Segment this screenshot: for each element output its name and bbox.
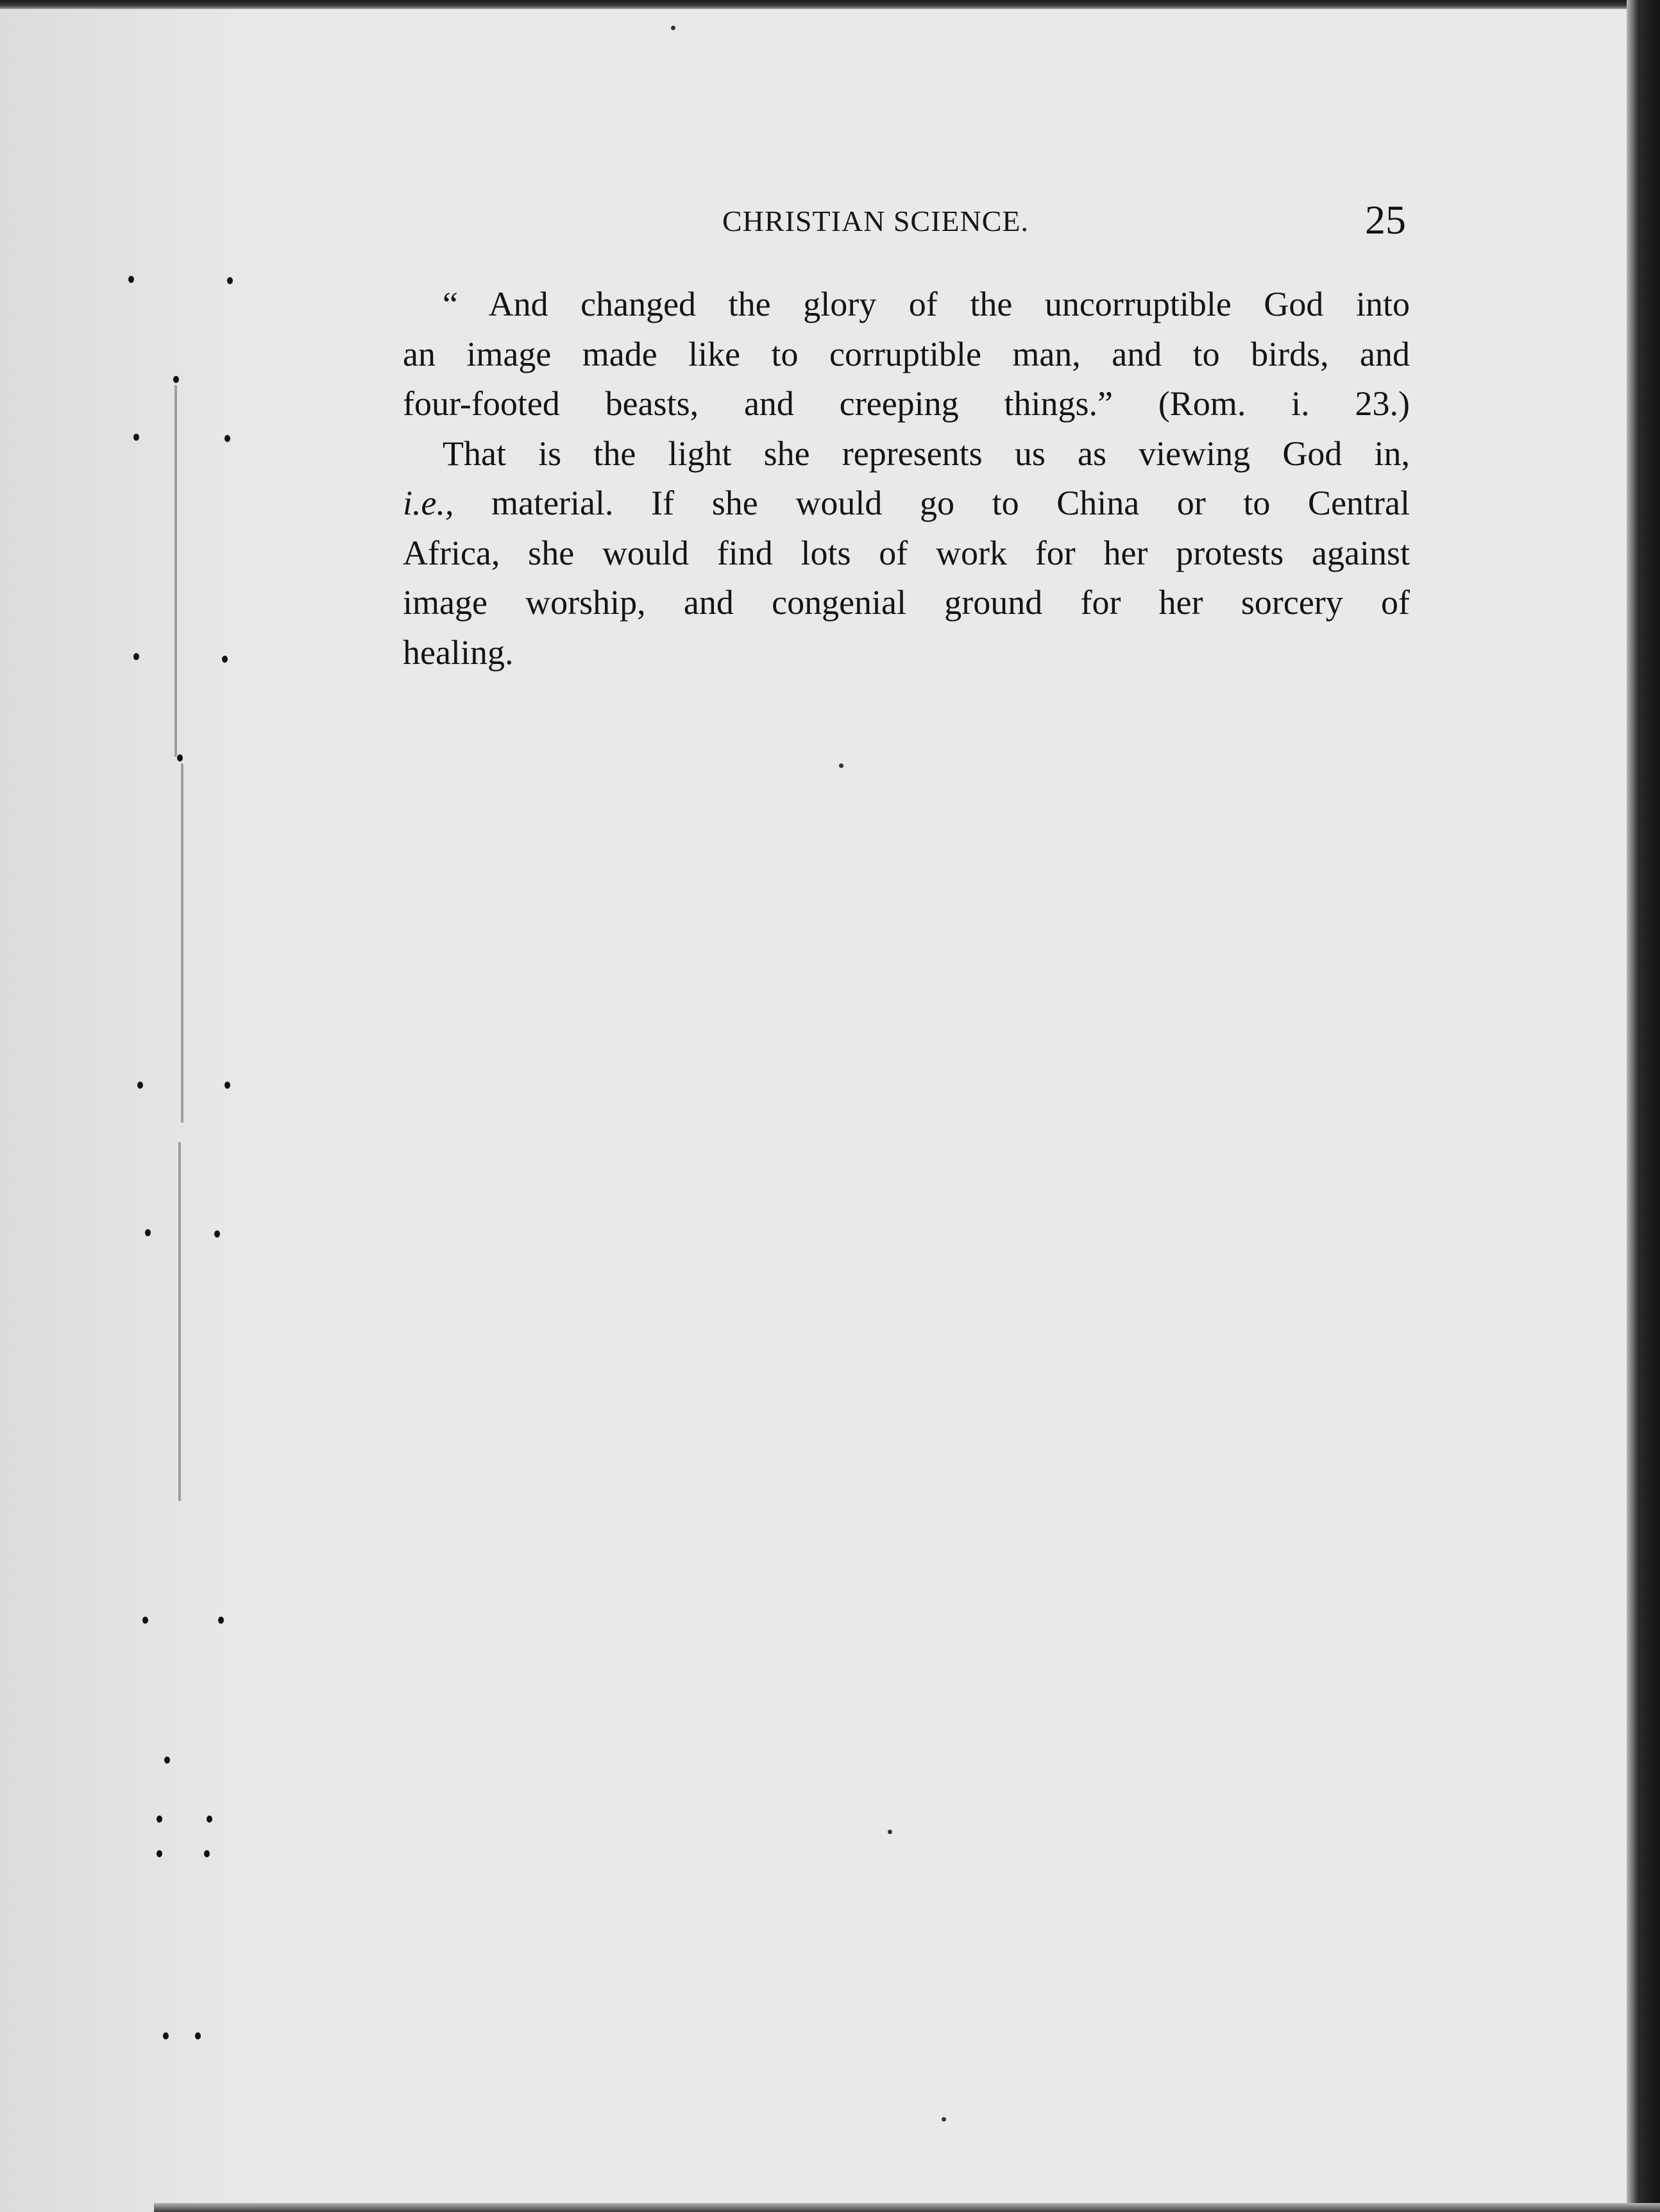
binding-line xyxy=(174,385,177,757)
binding-hole xyxy=(142,1617,148,1624)
text-line: four-footed beasts, and creeping things.” (Rom. i. 23.) xyxy=(403,384,1410,423)
scan-bottom-border xyxy=(154,2203,1660,2212)
binding-hole xyxy=(173,376,179,383)
binding-hole xyxy=(163,2032,169,2039)
binding-hole xyxy=(195,2032,201,2039)
text-line: That is the light she represents us as viewing God in, xyxy=(443,434,1410,473)
italic-abbreviation: i.e., xyxy=(403,484,454,522)
binding-hole xyxy=(207,1816,212,1823)
page-left-shade xyxy=(0,9,263,2212)
binding-hole xyxy=(137,1082,143,1089)
binding-line xyxy=(178,1142,181,1501)
binding-hole xyxy=(222,656,228,663)
text-line: Africa, she would find lots of work for her protests against xyxy=(403,533,1410,572)
binding-hole xyxy=(177,754,183,761)
binding-hole xyxy=(224,1082,230,1089)
paper-speck xyxy=(839,763,843,768)
binding-hole xyxy=(145,1229,151,1236)
binding-hole xyxy=(133,434,139,441)
binding-line xyxy=(181,763,183,1123)
quotation-paragraph xyxy=(403,280,1410,429)
paper-speck xyxy=(942,2117,946,2122)
binding-hole xyxy=(157,1816,162,1823)
binding-hole xyxy=(157,1850,162,1857)
text-line: “ And changed the glory of the uncorruptible God into xyxy=(443,285,1410,323)
binding-hole xyxy=(218,1617,224,1624)
text-line-rest: material. If she would go to China or to Central xyxy=(453,484,1410,522)
binding-hole xyxy=(214,1230,220,1238)
text-line xyxy=(403,479,1410,529)
commentary-paragraph xyxy=(403,429,1410,678)
binding-hole xyxy=(133,653,139,660)
scan-top-border xyxy=(0,0,1660,9)
binding-hole xyxy=(224,435,230,442)
body-text xyxy=(403,280,1410,677)
page-number: 25 xyxy=(1365,197,1406,242)
text-line: healing. xyxy=(403,633,514,672)
binding-hole xyxy=(227,277,233,284)
running-head: CHRISTIAN SCIENCE. xyxy=(722,205,1029,237)
binding-hole xyxy=(204,1850,210,1857)
binding-hole xyxy=(164,1757,170,1764)
scan-right-border xyxy=(1627,0,1660,2212)
paper-speck xyxy=(888,1830,892,1834)
binding-hole xyxy=(128,276,134,283)
text-line: an image made like to corruptible man, and to birds, and xyxy=(403,334,1410,373)
text-line: image worship, and congenial ground for her sorcery of xyxy=(403,583,1410,622)
paper-speck xyxy=(671,26,675,30)
